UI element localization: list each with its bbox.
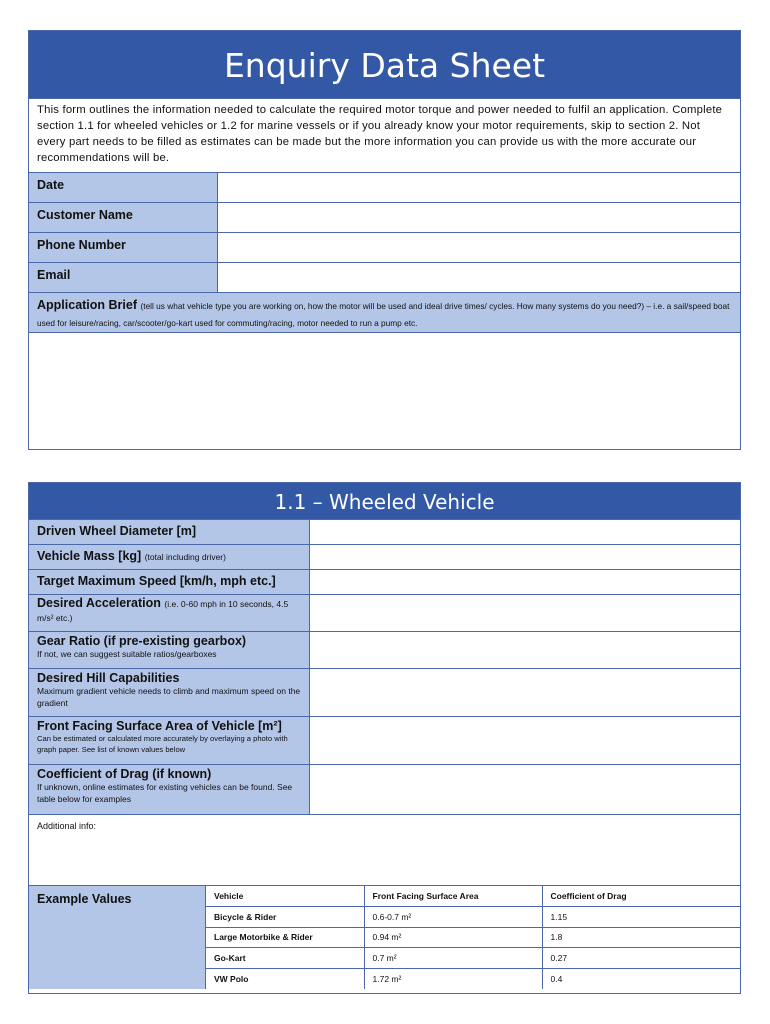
- application-brief-header: [29, 293, 740, 333]
- table-header-row: [206, 886, 740, 907]
- vehicle-mass-row: [29, 545, 740, 570]
- date-field[interactable]: [218, 173, 740, 202]
- hill-capabilities-label: Desired Hill Capabilities Maximum gradient vehicle needs to climb and maximum speed on the gradient: [29, 669, 310, 716]
- date-label: Date: [29, 173, 218, 202]
- vehicle-cell: VW Polo: [206, 968, 364, 989]
- drag-coefficient-row: [29, 765, 740, 815]
- max-speed-field[interactable]: [310, 570, 740, 594]
- customer-name-field[interactable]: [218, 203, 740, 232]
- wheel-diameter-field[interactable]: [310, 520, 740, 544]
- customer-name-row: [29, 203, 740, 233]
- drag-cell: 0.4: [550, 973, 563, 984]
- acceleration-label: Desired Acceleration (i.e. 0-60 mph in 10 seconds, 4.5 m/s² etc.): [29, 595, 310, 631]
- example-values-label: Example Values: [29, 886, 206, 989]
- section-title: 1.1 – Wheeled Vehicle: [29, 483, 740, 520]
- email-field[interactable]: [218, 263, 740, 292]
- surface-area-cell: 1.72 m²: [364, 968, 542, 989]
- surface-area-label: Front Facing Surface Area of Vehicle [m²] Can be estimated or calculated more accurately by overlaying a photo with graph paper. See list of known values below: [29, 717, 310, 764]
- phone-field[interactable]: [218, 233, 740, 262]
- header-surface-area: Front Facing Surface Area: [364, 886, 542, 907]
- vehicle-cell: Bicycle & Rider: [206, 907, 364, 928]
- customer-name-label: Customer Name: [29, 203, 218, 232]
- max-speed-row: [29, 570, 740, 595]
- phone-label: Phone Number: [29, 233, 218, 262]
- vehicle-mass-field[interactable]: [310, 545, 740, 569]
- wheel-diameter-row: [29, 520, 740, 545]
- vehicle-cell: Large Motorbike & Rider: [206, 927, 364, 948]
- table-row: [206, 927, 740, 948]
- header-drag: Coefficient of Drag: [542, 886, 740, 907]
- gear-ratio-field[interactable]: [310, 632, 740, 668]
- additional-info-label: Additional info:: [37, 821, 97, 831]
- surface-area-field[interactable]: [310, 717, 740, 764]
- acceleration-row: [29, 595, 740, 632]
- example-values-table: [206, 886, 740, 989]
- application-brief-hint: (tell us what vehicle type you are working on, how the motor will be used and ideal drive times/ cycles. How many systems do you need?) – i.e. a sail/speed boat used for leisure/racing, car/scooter/go-kart used for commuting/racing, motor needed to run a pump etc.: [37, 301, 730, 328]
- surface-area-row: [29, 717, 740, 765]
- application-brief-field[interactable]: [29, 333, 740, 451]
- vehicle-mass-label: Vehicle Mass [kg] (total including driver): [29, 545, 310, 569]
- acceleration-field[interactable]: [310, 595, 740, 631]
- page-title: Enquiry Data Sheet: [29, 31, 740, 99]
- phone-row: [29, 233, 740, 263]
- gear-ratio-label: Gear Ratio (if pre-existing gearbox) If not, we can suggest suitable ratios/gearboxes: [29, 632, 310, 668]
- table-row: [206, 968, 740, 989]
- hill-capabilities-field[interactable]: [310, 669, 740, 716]
- surface-area-cell: 0.7 m²: [364, 948, 542, 969]
- header-vehicle: Vehicle: [206, 886, 364, 907]
- hill-capabilities-row: [29, 669, 740, 717]
- example-values: [29, 886, 740, 989]
- enquiry-section: [28, 30, 741, 450]
- drag-cell: 0.27: [542, 948, 740, 969]
- application-brief-label: Application Brief: [37, 298, 138, 312]
- email-row: [29, 263, 740, 293]
- max-speed-label: Target Maximum Speed [km/h, mph etc.]: [29, 570, 310, 594]
- gear-ratio-row: [29, 632, 740, 669]
- table-row: [206, 907, 740, 928]
- table-row: [206, 948, 740, 969]
- surface-area-cell: 0.6-0.7 m²: [364, 907, 542, 928]
- date-row: [29, 173, 740, 203]
- drag-cell: 1.15: [542, 907, 740, 928]
- drag-cell: 1.8: [542, 927, 740, 948]
- wheel-diameter-label: Driven Wheel Diameter [m]: [29, 520, 310, 544]
- drag-coefficient-field[interactable]: [310, 765, 740, 814]
- drag-coefficient-label: Coefficient of Drag (if known) If unknown, online estimates for existing vehicles can be found. See table below for examples: [29, 765, 310, 814]
- surface-area-cell: 0.94 m²: [364, 927, 542, 948]
- intro-text: This form outlines the information needed to calculate the required motor torque and power needed to fulfil an application. Complete section 1.1 for wheeled vehicles or 1.2 for marine vessels or if you already know your motor requirements, skip to section 2. Not every part needs to be filled as estimates can be made but the more information you can provide us with the more accurate our recommendations will be.: [29, 99, 740, 173]
- additional-info-field[interactable]: [29, 815, 740, 886]
- wheeled-vehicle-section: [28, 482, 741, 994]
- email-label: Email: [29, 263, 218, 292]
- vehicle-cell: Go-Kart: [206, 948, 364, 969]
